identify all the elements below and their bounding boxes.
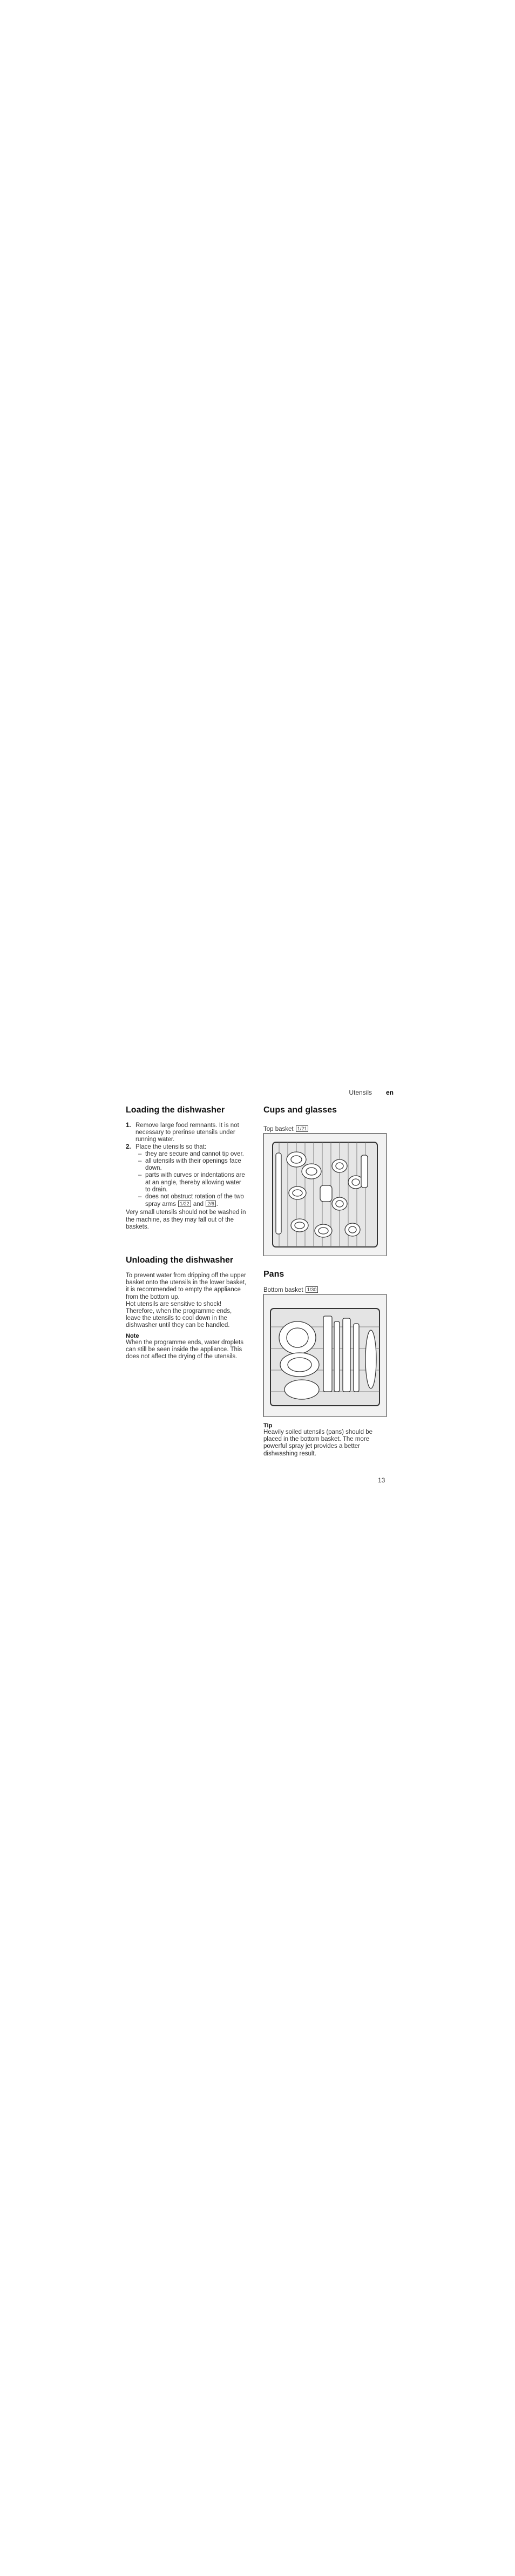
step-2-text: Place the utensils so that: <box>135 1143 207 1150</box>
tip-section <box>263 1422 388 1458</box>
unloading-p2: Hot utensils are sensitive to shock! Therefore, when the programme ends, leave the utensils to cool down in the dishwasher until they can be handled. <box>126 1300 232 1329</box>
cups-caption <box>263 1125 388 1133</box>
top-basket-ref: 1/21 <box>296 1125 309 1132</box>
step-2-number: 2. <box>126 1143 131 1150</box>
pans-section <box>263 1269 388 1294</box>
note-title: Note <box>126 1332 139 1339</box>
page-number: 13 <box>378 1476 385 1484</box>
loading-title: Loading the dishwasher <box>126 1105 225 1115</box>
pans-title: Pans <box>263 1270 284 1279</box>
note-text: When the programme ends, water droplets can still be seen inside the appliance. This does not affect the drying of the utensils. <box>126 1339 243 1360</box>
bottom-basket-ref: 1/30 <box>306 1286 319 1293</box>
step-1 <box>126 1122 247 1144</box>
condition-item: – all utensils with their openings face down. <box>138 1158 241 1172</box>
conditions-list <box>135 1151 247 1209</box>
condition-text: does not obstruct rotation of the two spray arms <box>145 1193 244 1208</box>
condition-item: – does not obstruct rotation of the two spray arms 1/22 and 2/6 . <box>138 1193 244 1208</box>
loading-section <box>126 1105 247 1231</box>
condition-item: – parts with curves or indentations are at an angle, thereby allowing water to drain. <box>138 1172 245 1193</box>
section-label: Utensils <box>349 1089 372 1096</box>
condition-text: all utensils with their openings face down. <box>145 1158 241 1172</box>
cups-title: Cups and glasses <box>263 1105 337 1115</box>
pans-caption-text: Bottom basket <box>263 1287 303 1293</box>
top-basket-illustration <box>263 1133 387 1256</box>
step-1-text: Remove large food remnants. It is not necessary to prerinse utensils under running water. <box>135 1122 239 1143</box>
loading-closing: Very small utensils should not be washed in the machine, as they may fall out of the baskets. <box>126 1209 246 1230</box>
step-2 <box>126 1144 247 1209</box>
unloading-title: Unloading the dishwasher <box>126 1256 234 1265</box>
tip-title: Tip <box>263 1422 273 1429</box>
tip-text: Heavily soiled utensils (pans) should be placed in the bottom basket. The more powerful spray jet provides a better dishwashing result. <box>263 1429 372 1457</box>
loading-steps <box>126 1122 247 1208</box>
condition-text: they are secure and cannot tip over. <box>145 1150 244 1157</box>
spray-arm-ref-a: 1/22 <box>178 1201 191 1207</box>
spray-arm-ref-b: 2/6 <box>206 1201 216 1207</box>
language-label: en <box>385 1089 394 1096</box>
pans-caption <box>263 1286 388 1294</box>
cups-caption-text: Top basket <box>263 1126 294 1132</box>
condition-item: – they are secure and cannot tip over. <box>138 1150 244 1157</box>
conj-text: and <box>193 1201 204 1208</box>
cups-section <box>263 1105 388 1133</box>
bottom-basket-illustration <box>263 1294 387 1417</box>
step-1-number: 1. <box>126 1122 131 1129</box>
condition-text: parts with curves or indentations are at an angle, thereby allowing water to drain. <box>145 1172 245 1193</box>
unloading-p1: To prevent water from dripping off the upper basket onto the utensils in the lower basket, it is recommended to empty the appliance from the bottom up. <box>126 1272 247 1300</box>
unloading-section <box>126 1255 247 1360</box>
